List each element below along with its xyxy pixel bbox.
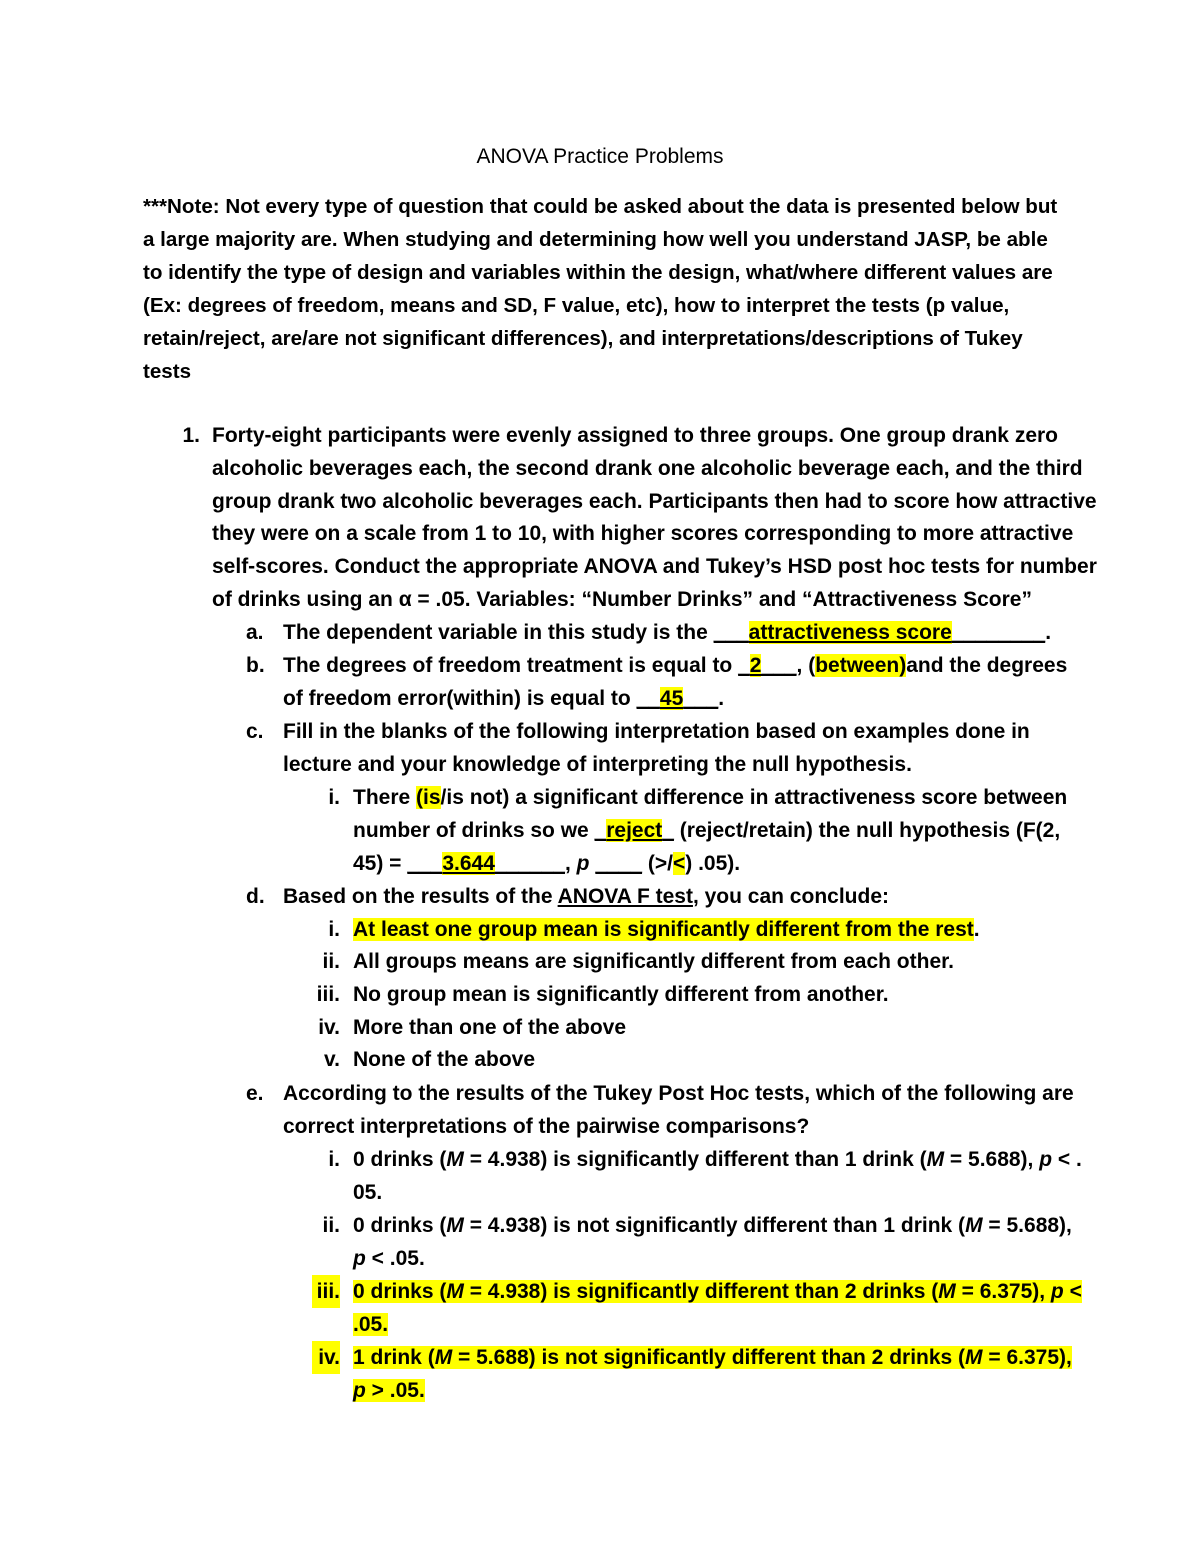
option-text: No group mean is significantly different from another. <box>353 983 889 1006</box>
option-numeral: i. <box>328 1148 340 1171</box>
q1-line: of drinks using an α = .05. Variables: “Number Drinks” and “Attractiveness Score” <box>212 588 1032 611</box>
item-letter-d: d. <box>246 885 265 908</box>
option-text: .05. <box>353 1313 389 1336</box>
q1-line: they were on a scale from 1 to 10, with higher scores corresponding to more attractive <box>212 522 1074 545</box>
option-numeral: iii. <box>316 983 340 1006</box>
item-letter-b: b. <box>246 654 265 677</box>
item-a-text: The dependent variable in this study is the ___attractiveness score________. <box>283 621 1052 644</box>
option-numeral: v. <box>324 1048 340 1071</box>
sub-line: There (is/is not) a significant difference in attractiveness score between <box>353 786 1068 809</box>
option-text: p < .05. <box>353 1247 425 1270</box>
question-number: 1. <box>182 424 200 447</box>
option-numeral: i. <box>328 918 340 941</box>
q1-line: Forty-eight participants were evenly assigned to three groups. One group drank zero <box>212 424 1058 447</box>
option-numeral: iv. <box>318 1016 340 1039</box>
sub-line: 45) = ___3.644______, p ____ (>/<) .05). <box>353 852 741 875</box>
answer-highlight: 3.644 <box>442 852 495 875</box>
answer-highlight: 45 <box>659 687 684 710</box>
item-d-text: Based on the results of the ANOVA F test, you can conclude: <box>283 885 889 908</box>
option-text: 1 drink (M = 5.688) is not significantly different than 2 drinks (M = 6.375), <box>353 1346 1072 1369</box>
option-text: At least one group mean is significantly different from the rest. <box>353 918 980 941</box>
answer-highlight: < <box>672 852 686 875</box>
answer-highlight: reject <box>606 819 663 842</box>
option-numeral: iv. <box>312 1341 340 1374</box>
page-title: ANOVA Practice Problems <box>476 145 724 168</box>
option-text: 05. <box>353 1181 383 1204</box>
item-c-line: lecture and your knowledge of interpreting the null hypothesis. <box>283 753 912 776</box>
answer-highlight: attractiveness score <box>748 621 952 644</box>
note-paragraph: ***Note: Not every type of question that could be asked about the data is presented below but a large majority are. When studying and determining how well you understand JASP, be able to identify the type of design and variables within the design, what/where different values are (Ex: degrees of freedom, means and SD, F value, etc), how to interpret the tests (p value, retain/reject, are/are not significant differences), and interpretations/descriptions of Tukey tests <box>143 195 1058 383</box>
sub-line: number of drinks so we _reject_ (reject/retain) the null hypothesis (F(2, <box>353 819 1061 842</box>
item-b-line: of freedom error(within) is equal to __45___. <box>283 687 725 710</box>
item-letter-e: e. <box>246 1082 264 1105</box>
sub-numeral: i. <box>328 786 340 809</box>
option-text: None of the above <box>353 1048 536 1071</box>
option-text: 0 drinks (M = 4.938) is significantly different than 1 drink (M = 5.688), p < . <box>353 1148 1082 1171</box>
option-text: p > .05. <box>353 1379 425 1402</box>
answer-highlight: between) <box>815 654 907 677</box>
item-letter-a: a. <box>246 621 264 644</box>
answer-highlight: At least one group mean is significantly different from the rest <box>353 918 974 941</box>
item-e-line: correct interpretations of the pairwise comparisons? <box>283 1115 810 1138</box>
q1-line: alcoholic beverages each, the second drank one alcoholic beverage each, and the third <box>212 457 1083 480</box>
item-letter-c: c. <box>246 720 264 743</box>
answer-highlight: 2 <box>749 654 762 677</box>
item-b-line: The degrees of freedom treatment is equal to _2___, (between)and the degrees <box>283 654 1068 677</box>
option-text: 0 drinks (M = 4.938) is not significantly different than 1 drink (M = 5.688), <box>353 1214 1072 1237</box>
option-numeral: ii. <box>322 1214 340 1237</box>
item-e-line: According to the results of the Tukey Post Hoc tests, which of the following are <box>283 1082 1074 1105</box>
q1-line: group drank two alcoholic beverages each. Participants then had to score how attractive <box>212 490 1097 513</box>
option-numeral: iii. <box>312 1275 340 1308</box>
option-text: All groups means are significantly different from each other. <box>353 950 954 973</box>
option-text: 0 drinks (M = 4.938) is significantly different than 2 drinks (M = 6.375), p < <box>353 1280 1082 1303</box>
q1-line: self-scores. Conduct the appropriate ANOVA and Tukey’s HSD post hoc tests for number <box>212 555 1097 578</box>
option-numeral: ii. <box>322 950 340 973</box>
answer-highlight: (is <box>416 786 441 809</box>
item-c-line: Fill in the blanks of the following interpretation based on examples done in <box>283 720 1030 743</box>
option-text: More than one of the above <box>353 1016 627 1039</box>
